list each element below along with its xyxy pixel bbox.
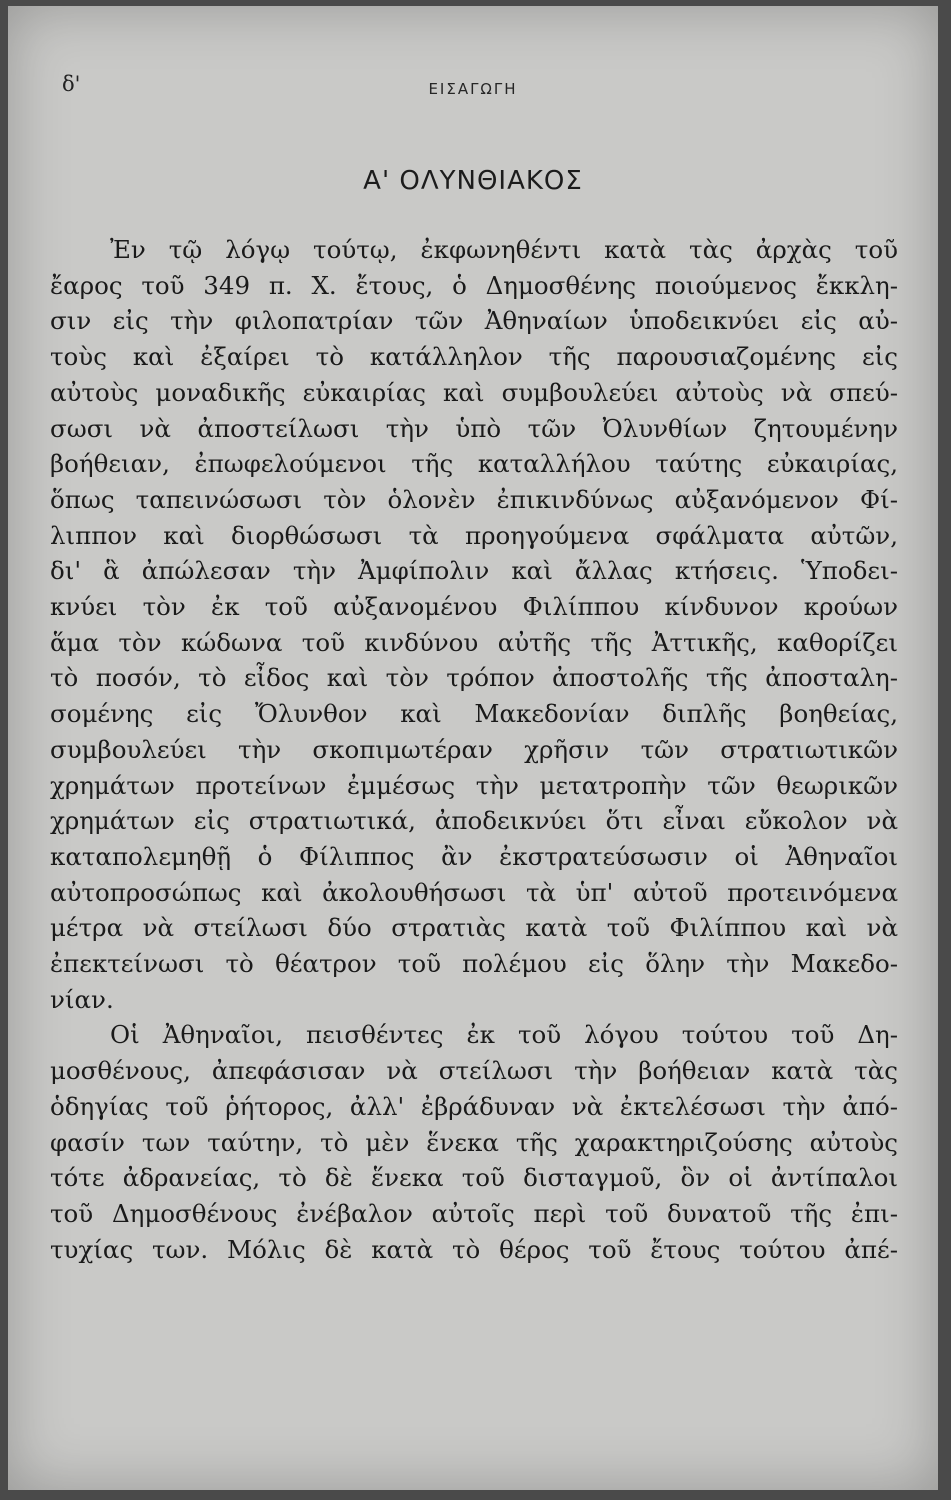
text-line: ὁδηγίας τοῦ ῥήτορος, ἀλλ' ἐβράδυναν νὰ ἐκτελέσωσι τὴν ἀπό- — [50, 1091, 898, 1121]
text-line: φασίν των ταύτην, τὸ μὲν ἕνεκα τῆς χαρακτηριζούσης αὐτοὺς — [50, 1127, 898, 1157]
text-line: τοὺς καὶ ἐξαίρει τὸ κατάλληλον τῆς παρουσιαζομένης εἰς — [50, 342, 898, 372]
running-head: ΕΙΣΑΓΩΓΗ — [428, 80, 518, 98]
text-line: αὐτοπροσώπως καὶ ἀκολουθήσωσι τὰ ὑπ' αὐτοῦ προτεινόμενα — [50, 877, 898, 907]
text-line: αὐτοὺς μοναδικῆς εὐκαιρίας καὶ συμβουλεύει αὐτοὺς νὰ σπεύ- — [50, 377, 898, 407]
text-line: ἅμα τὸν κώδωνα τοῦ κινδύνου αὐτῆς τῆς Ἀττικῆς, καθορίζει — [50, 627, 898, 657]
text-line: χρημάτων προτείνων ἐμμέσως τὴν μετατροπὴν τῶν θεωρικῶν — [50, 770, 898, 800]
text-line: Ἐν τῷ λόγῳ τούτῳ, ἐκφωνηθέντι κατὰ τὰς ἀρχὰς τοῦ — [110, 235, 898, 264]
text-line: σιν εἰς τὴν φιλοπατρίαν τῶν Ἀθηναίων ὑποδεικνύει εἰς αὐ- — [50, 306, 898, 336]
text-line: σομένης εἰς Ὄλυνθον καὶ Μακεδονίαν διπλῆς βοηθείας, — [50, 699, 898, 729]
text-line: τότε ἀδρανείας, τὸ δὲ ἕνεκα τοῦ δισταγμοῦ, ὃν οἱ ἀντίπαλοι — [50, 1163, 898, 1193]
text-line: Οἱ Ἀθηναῖοι, πεισθέντες ἐκ τοῦ λόγου τούτου τοῦ Δη- — [110, 1020, 898, 1050]
section-title: Α' ΟΛΥΝΘΙΑΚΟΣ — [363, 166, 583, 196]
text-line: συμβουλεύει τὴν σκοπιμωτέραν χρῆσιν τῶν στρατιωτικῶν — [50, 734, 898, 764]
text-line: σωσι νὰ ἀποστείλωσι τὴν ὑπὸ τῶν Ὀλυνθίων ζητουμένην — [50, 413, 898, 443]
book-page — [8, 6, 938, 1490]
text-line: καταπολεμηθῇ ὁ Φίλιππος ἂν ἐκστρατεύσωσιν οἱ Ἀθηναῖοι — [50, 841, 898, 871]
text-line: ἐπεκτείνωσι τὸ θέατρον τοῦ πολέμου εἰς ὅλην τὴν Μακεδο- — [50, 949, 898, 979]
text-line: βοήθειαν, ἐπωφελούμενοι τῆς καταλλήλου ταύτης εὐκαιρίας, — [50, 449, 898, 479]
text-line: τὸ ποσόν, τὸ εἶδος καὶ τὸν τρόπον ἀποστολῆς τῆς ἀποσταλη- — [50, 663, 898, 693]
text-line: μοσθένους, ἀπεφάσισαν νὰ στείλωσι τὴν βοήθειαν κατὰ τὰς — [50, 1056, 898, 1086]
text-line: ὅπως ταπεινώσωσι τὸν ὁλονὲν ἐπικινδύνως αὐξανόμενον Φί- — [50, 484, 898, 514]
page-number: δ' — [62, 72, 81, 96]
text-line: λιππον καὶ διορθώσωσι τὰ προηγούμενα σφάλματα αὐτῶν, — [50, 520, 898, 550]
text-line: ἔαρος τοῦ 349 π. Χ. ἔτους, ὁ Δημοσθένης ποιούμενος ἔκκλη- — [50, 270, 898, 300]
text-line: μέτρα νὰ στείλωσι δύο στρατιὰς κατὰ τοῦ Φιλίππου καὶ νὰ — [50, 913, 898, 943]
text-line: νίαν. — [50, 984, 114, 1014]
text-line: τυχίας των. Μόλις δὲ κατὰ τὸ θέρος τοῦ ἔτους τούτου ἀπέ- — [50, 1234, 898, 1264]
text-line: κνύει τὸν ἐκ τοῦ αὐξανομένου Φιλίππου κίνδυνον κρούων — [50, 592, 898, 622]
text-line: τοῦ Δημοσθένους ἐνέβαλον αὐτοῖς περὶ τοῦ δυνατοῦ τῆς ἐπι- — [50, 1198, 898, 1228]
body-text — [50, 232, 898, 1267]
text-line: χρημάτων εἰς στρατιωτικά, ἀποδεικνύει ὅτι εἶναι εὔκολον νὰ — [50, 806, 898, 836]
text-line: δι' ἃ ἀπώλεσαν τὴν Ἀμφίπολιν καὶ ἄλλας κτήσεις. Ὑποδει- — [50, 556, 898, 586]
